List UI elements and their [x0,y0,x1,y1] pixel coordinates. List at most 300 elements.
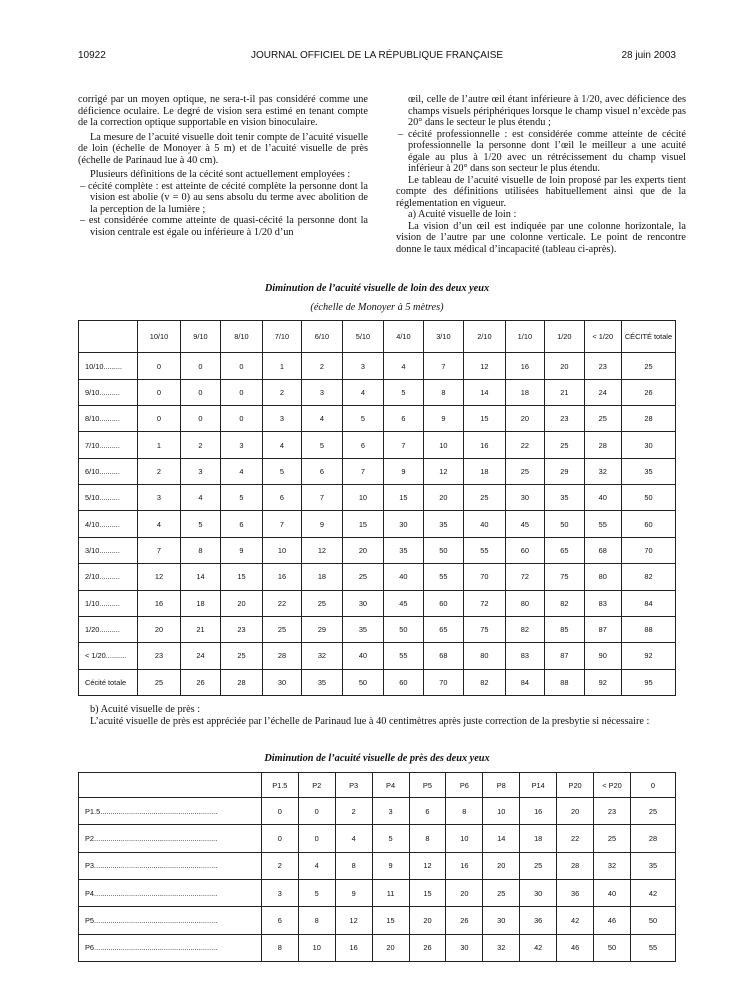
table-row [79,669,676,695]
column-header: 1/10 [505,321,544,353]
column-header: 0 [630,773,675,798]
table-cell: 20 [446,879,483,906]
table-cell: 6 [384,406,423,432]
table-cell: 40 [584,485,621,511]
table-cell: 88 [621,616,675,642]
table-cell: 25 [262,616,301,642]
table-cell: 28 [621,406,675,432]
table-cell: 28 [262,643,301,669]
table-row [79,485,676,511]
list-item: – cécité complète : est atteinte de cécité complète la personne dont la vision est abolie (v = 0) au sens absolu du terme avec abolition de la perception de la lumière ; [80,180,368,215]
table-cell: 26 [621,379,675,405]
table1-subtitle: (échelle de Monoyer à 5 mètres) [310,302,444,313]
table-cell: 4 [138,511,181,537]
table-cell: 55 [630,934,675,961]
table-cell: 4 [262,432,301,458]
table-cell: 0 [138,379,181,405]
table-cell: 2 [138,458,181,484]
table-row [79,590,676,616]
table-cell: 25 [584,406,621,432]
table-cell: 10 [423,432,463,458]
table-cell: 25 [594,825,631,852]
table-cell: 9 [335,879,372,906]
table-cell: 7 [302,485,342,511]
table-cell: 7 [423,353,463,379]
table-cell: 8 [180,537,220,563]
list-item-continued: œil, celle de l’autre œil étant inférieure à 1/20, avec déficience des champs visuels périphériques lorsque le champ visuel n’excède pas 20° dans le secteur le plus étendu ; [408,94,686,128]
column-header: 7/10 [262,321,301,353]
near-acuity-table [78,772,676,962]
table-cell: 45 [384,590,423,616]
table-row [79,825,676,852]
table-cell: 26 [180,669,220,695]
table-cell: 4 [180,485,220,511]
table-cell: 1 [262,353,301,379]
table-cell: 15 [409,879,446,906]
table-cell: 4 [384,353,423,379]
table-cell: 72 [505,564,544,590]
table-cell: 25 [138,669,181,695]
column-header: P14 [520,773,557,798]
table-cell: 3 [302,379,342,405]
table-cell: 25 [464,485,506,511]
table-row [79,616,676,642]
table-cell: 20 [342,537,384,563]
table-cell: 18 [302,564,342,590]
table-cell: 32 [483,934,520,961]
row-label: 9/10.......... [79,379,138,405]
table-cell: 28 [557,852,594,879]
table-cell: 72 [464,590,506,616]
table-cell: 28 [630,825,675,852]
row-label: 8/10.......... [79,406,138,432]
row-label: P4............................................................ [79,879,262,906]
corner-cell [79,773,262,798]
table-cell: 83 [505,643,544,669]
table-cell: 20 [483,852,520,879]
table-cell: 45 [505,511,544,537]
row-label: P6............................................................ [79,934,262,961]
row-label: 6/10.......... [79,458,138,484]
table-cell: 8 [446,798,483,825]
table-cell: 80 [505,590,544,616]
page-number: 10922 [78,50,106,61]
table-cell: 3 [372,798,409,825]
table-cell: 40 [384,564,423,590]
table-row [79,852,676,879]
table-cell: 23 [594,798,631,825]
row-label: P3............................................................ [79,852,262,879]
table-cell: 30 [483,907,520,934]
table-cell: 4 [221,458,263,484]
row-label: 10/10......... [79,353,138,379]
table-row [79,511,676,537]
table-cell: 8 [335,852,372,879]
table-cell: 4 [302,406,342,432]
table-cell: 35 [545,485,584,511]
column-header: < P20 [594,773,631,798]
table-cell: 90 [584,643,621,669]
table-cell: 25 [630,798,675,825]
table-cell: 9 [302,511,342,537]
table-cell: 15 [384,485,423,511]
table-cell: 36 [520,907,557,934]
list-item: – cécité professionnelle : est considérée comme atteinte de cécité professionnelle la personne dont l’œil le meilleur a une acuité égale au plus à 1/20 avec un rétrécissement du champ visuel inférieur à 20° dans son secteur le plus étendu. [398,128,686,174]
table-row [79,564,676,590]
table-cell: 2 [335,798,372,825]
table-cell: 0 [261,798,298,825]
table-row [79,934,676,961]
table-cell: 12 [409,852,446,879]
table-cell: 12 [335,907,372,934]
table-cell: 28 [584,432,621,458]
table-cell: 68 [584,537,621,563]
row-label: P1.5......................................................... [79,798,262,825]
table2-title: Diminution de l’acuité visuelle de près des deux yeux [264,753,490,764]
table-cell: 55 [423,564,463,590]
table-cell: 70 [464,564,506,590]
column-header: P3 [335,773,372,798]
column-header: P20 [557,773,594,798]
table-cell: 22 [262,590,301,616]
table-cell: 0 [221,353,263,379]
table-cell: 7 [342,458,384,484]
table-cell: 6 [262,485,301,511]
table-cell: 50 [342,669,384,695]
column-header: 3/10 [423,321,463,353]
table-cell: 16 [335,934,372,961]
table-cell: 26 [409,934,446,961]
table-row [79,643,676,669]
table-cell: 8 [298,907,335,934]
table-cell: 9 [384,458,423,484]
publication-date: 28 juin 2003 [621,50,676,61]
table-cell: 65 [545,537,584,563]
table-cell: 32 [594,852,631,879]
table-cell: 5 [262,458,301,484]
paragraph: Le tableau de l’acuité visuelle de loin proposé par les experts tient compte des définitions utilisées habituellement ainsi que de la réglementation en vigueur. [396,174,686,209]
table-row [79,406,676,432]
table-cell: 10 [446,825,483,852]
table-cell: 15 [464,406,506,432]
table-cell: 60 [621,511,675,537]
table-row [79,458,676,484]
table-cell: 0 [138,353,181,379]
table-cell: 23 [584,353,621,379]
table-cell: 23 [221,616,263,642]
table-cell: 29 [302,616,342,642]
table-cell: 20 [505,406,544,432]
table-cell: 22 [505,432,544,458]
table-row [79,907,676,934]
table-cell: 42 [557,907,594,934]
paragraph: La mesure de l’acuité visuelle doit tenir compte de l’acuité visuelle de loin (échelle de Monoyer à 5 m) et de l’acuité visuelle de près (échelle de Parinaud lue à 40 cm). [78,131,368,166]
table-cell: 0 [180,353,220,379]
table-cell: 65 [423,616,463,642]
table-cell: 15 [342,511,384,537]
table-cell: 20 [409,907,446,934]
table-cell: 9 [423,406,463,432]
table-cell: 46 [594,907,631,934]
row-label: P2............................................................ [79,825,262,852]
table-cell: 25 [342,564,384,590]
table-cell: 80 [464,643,506,669]
table-cell: 3 [221,432,263,458]
table-cell: 12 [464,353,506,379]
table-cell: 0 [221,406,263,432]
table-cell: 5 [180,511,220,537]
left-column [78,94,368,238]
corner-cell [79,321,138,353]
table-cell: 4 [342,379,384,405]
table-cell: 30 [505,485,544,511]
table-cell: 50 [423,537,463,563]
paragraph: corrigé par un moyen optique, ne sera-t-il pas considéré comme une déficience oculaire. Le degré de vision sera estimé en tenant compte de la correction optique supportable en vision binoculaire. [78,94,368,128]
table-cell: 9 [372,852,409,879]
table-cell: 30 [262,669,301,695]
section-b-heading: b) Acuité visuelle de près : [90,704,201,715]
table-cell: 35 [302,669,342,695]
table-cell: 40 [342,643,384,669]
table-cell: 1 [138,432,181,458]
table-cell: 75 [464,616,506,642]
table-cell: 30 [520,879,557,906]
table-cell: 3 [342,353,384,379]
table-cell: 25 [545,432,584,458]
table-cell: 23 [545,406,584,432]
table-cell: 30 [446,934,483,961]
table-cell: 0 [298,798,335,825]
column-header: CÉCITÉ totale [621,321,675,353]
header-row [79,321,676,353]
table-cell: 42 [630,879,675,906]
column-header: P4 [372,773,409,798]
paragraph: La vision d’un œil est indiquée par une colonne horizontale, la vision de l’autre par une colonne verticale. Le point de rencontre donne le taux médical d’incapacité (tableau ci-après). [396,220,686,255]
table-cell: 6 [342,432,384,458]
table-cell: 2 [180,432,220,458]
table-cell: 18 [464,458,506,484]
table-cell: 3 [261,879,298,906]
table-cell: 10 [262,537,301,563]
table-cell: 50 [630,907,675,934]
table-cell: 25 [520,852,557,879]
header-row [79,773,676,798]
table-cell: 25 [221,643,263,669]
distance-acuity-table [78,320,676,696]
paragraph: Plusieurs définitions de la cécité sont actuellement employées : [90,169,351,180]
table-cell: 70 [621,537,675,563]
table-cell: 30 [384,511,423,537]
table-cell: 20 [138,616,181,642]
table-cell: 8 [261,934,298,961]
table-cell: 8 [423,379,463,405]
table-cell: 82 [621,564,675,590]
table-cell: 15 [221,564,263,590]
table-cell: 11 [372,879,409,906]
table-cell: 42 [520,934,557,961]
page-header [78,50,676,66]
table-cell: 68 [423,643,463,669]
table-cell: 83 [584,590,621,616]
row-label: 4/10.......... [79,511,138,537]
table-cell: 12 [302,537,342,563]
table-cell: 46 [557,934,594,961]
table-cell: 80 [584,564,621,590]
row-label: 5/10.......... [79,485,138,511]
table-cell: 16 [520,798,557,825]
row-label: Cécité totale [79,669,138,695]
table-cell: 25 [302,590,342,616]
table-cell: 24 [584,379,621,405]
table-cell: 82 [505,616,544,642]
row-label: 1/10.......... [79,590,138,616]
table-cell: 60 [505,537,544,563]
column-header: 9/10 [180,321,220,353]
table-cell: 14 [464,379,506,405]
table-cell: 36 [557,879,594,906]
table-cell: 9 [221,537,263,563]
table-cell: 32 [302,643,342,669]
table-cell: 35 [342,616,384,642]
table-cell: 0 [261,825,298,852]
table-cell: 23 [138,643,181,669]
table-cell: 20 [221,590,263,616]
table-cell: 0 [298,825,335,852]
column-header: P2 [298,773,335,798]
table-cell: 60 [423,590,463,616]
table-cell: 24 [180,643,220,669]
column-header: < 1/20 [584,321,621,353]
table-row [79,798,676,825]
section-b-text: L’acuité visuelle de près est appréciée par l’échelle de Parinaud lue à 40 centimètres après juste correction de la presbytie si nécessaire : [90,715,650,727]
list-item: – est considérée comme atteinte de quasi-cécité la personne dont la vision centrale est égale ou inférieure à 1/20 d’un [80,215,368,238]
table-cell: 18 [180,590,220,616]
table-cell: 18 [505,379,544,405]
table-cell: 3 [138,485,181,511]
table-cell: 87 [584,616,621,642]
table-cell: 60 [384,669,423,695]
table-cell: 50 [594,934,631,961]
table-cell: 6 [261,907,298,934]
table-cell: 5 [372,825,409,852]
column-header: 4/10 [384,321,423,353]
table-cell: 2 [261,852,298,879]
table-cell: 82 [464,669,506,695]
table-cell: 2 [262,379,301,405]
table-cell: 40 [464,511,506,537]
table-cell: 21 [180,616,220,642]
table-cell: 0 [180,406,220,432]
table-cell: 16 [446,852,483,879]
table-cell: 0 [138,406,181,432]
table-cell: 3 [180,458,220,484]
table-cell: 8 [409,825,446,852]
table-cell: 92 [621,643,675,669]
table-cell: 70 [423,669,463,695]
row-label: 2/10.......... [79,564,138,590]
table-cell: 10 [298,934,335,961]
table-row [79,879,676,906]
table-cell: 5 [302,432,342,458]
table-cell: 50 [384,616,423,642]
table-cell: 35 [630,852,675,879]
table-cell: 50 [621,485,675,511]
column-header: P8 [483,773,520,798]
table-cell: 18 [520,825,557,852]
table-cell: 20 [372,934,409,961]
table-cell: 16 [262,564,301,590]
table-cell: 3 [262,406,301,432]
table-cell: 7 [262,511,301,537]
table-cell: 26 [446,907,483,934]
table-cell: 30 [342,590,384,616]
table-cell: 55 [464,537,506,563]
table-cell: 21 [545,379,584,405]
row-label: P5............................................................ [79,907,262,934]
table-cell: 32 [584,458,621,484]
table-cell: 12 [423,458,463,484]
table-cell: 50 [545,511,584,537]
table-cell: 88 [545,669,584,695]
column-header: 5/10 [342,321,384,353]
table-cell: 4 [335,825,372,852]
table-row [79,537,676,563]
column-header: 6/10 [302,321,342,353]
table-cell: 35 [384,537,423,563]
table-cell: 92 [584,669,621,695]
table-cell: 5 [221,485,263,511]
table-cell: 14 [483,825,520,852]
table-cell: 85 [545,616,584,642]
table-cell: 5 [298,879,335,906]
table-cell: 20 [423,485,463,511]
column-header: P5 [409,773,446,798]
row-label: < 1/20.......... [79,643,138,669]
table-cell: 28 [221,669,263,695]
table-cell: 4 [298,852,335,879]
table-cell: 84 [621,590,675,616]
table-cell: 6 [409,798,446,825]
table-cell: 10 [342,485,384,511]
table-cell: 16 [464,432,506,458]
table-cell: 22 [557,825,594,852]
row-label: 7/10.......... [79,432,138,458]
table-cell: 25 [505,458,544,484]
row-label: 3/10.......... [79,537,138,563]
table-cell: 0 [221,379,263,405]
table-cell: 95 [621,669,675,695]
table-cell: 55 [584,511,621,537]
table-cell: 35 [423,511,463,537]
row-label: 1/20.......... [79,616,138,642]
table-cell: 29 [545,458,584,484]
table-cell: 20 [545,353,584,379]
table-row [79,432,676,458]
table-cell: 16 [138,590,181,616]
table-row [79,379,676,405]
table-cell: 7 [138,537,181,563]
column-header: P1.5 [261,773,298,798]
table-cell: 5 [342,406,384,432]
table-cell: 87 [545,643,584,669]
table-cell: 7 [384,432,423,458]
table-cell: 15 [372,907,409,934]
table-cell: 12 [138,564,181,590]
section-b [78,704,676,727]
table-cell: 82 [545,590,584,616]
table-cell: 16 [505,353,544,379]
journal-title: JOURNAL OFFICIEL DE LA RÉPUBLIQUE FRANÇAISE [250,50,504,61]
